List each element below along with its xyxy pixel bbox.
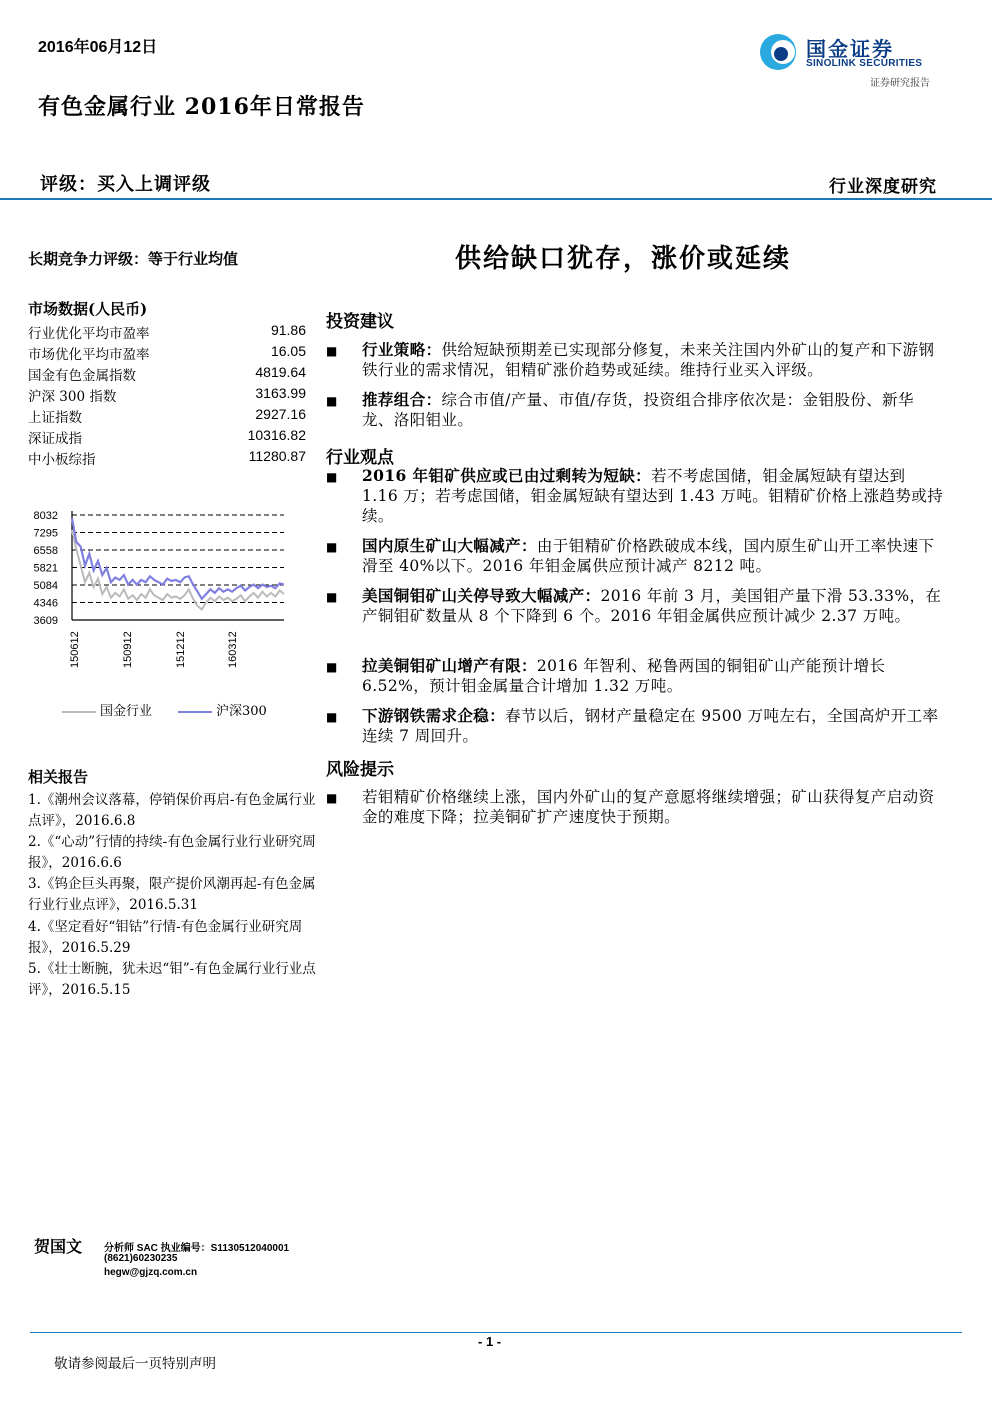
analyst-cert: 分析师 SAC 执业编号：S1130512040001 bbox=[104, 1243, 290, 1254]
market-row bbox=[28, 427, 306, 448]
market-label: 上证指数 bbox=[28, 410, 82, 426]
related-report-item: 4.《坚定看好“钼钴”行情-有色金属行业研究周报》，2016.5.29 bbox=[28, 919, 303, 956]
paragraph-lead: 推荐组合： bbox=[362, 390, 442, 409]
bullet-icon: ■ bbox=[326, 791, 338, 805]
headline: 供给缺口犹存，涨价或延续 bbox=[455, 244, 792, 274]
market-row bbox=[28, 448, 306, 469]
bullet-icon: ■ bbox=[326, 540, 338, 554]
section-title-views: 行业观点 bbox=[326, 448, 394, 468]
x-tick-label: 151212 bbox=[175, 631, 187, 668]
analyst-name: 贺国文 bbox=[34, 1237, 83, 1256]
related-report-item: 3.《钨企巨头再聚，限产提价风潮再起-有色金属行业行业点评》，2016.5.31 bbox=[28, 876, 316, 913]
series-line-1 bbox=[72, 518, 284, 599]
paragraph-latam bbox=[362, 656, 944, 696]
market-label: 行业优化平均市盈率 bbox=[28, 326, 150, 342]
legend-swatch-blue bbox=[178, 711, 212, 713]
paragraph-body: 2016 年智利、秘鲁两国的铜钼矿山产能预计增长 6.52%，预计钼金属量合计增加 1.32 万吨。 bbox=[362, 657, 886, 695]
market-row bbox=[28, 364, 306, 385]
paragraph-body: 综合市值/产量、市值/存货，投资组合排序依次是：金钼股份、新华龙、洛阳钼业。 bbox=[362, 391, 914, 429]
bullet-icon: ■ bbox=[326, 710, 338, 724]
x-tick-label: 150612 bbox=[69, 631, 81, 668]
paragraph-supply-shortage bbox=[362, 466, 944, 526]
legend-label: 国金行业 bbox=[100, 704, 153, 719]
analyst-email[interactable]: hegw@gjzq.com.cn bbox=[104, 1267, 198, 1278]
paragraph-us-mines bbox=[362, 586, 944, 626]
section-title-risk: 风险提示 bbox=[326, 760, 394, 780]
market-label: 中小板综指 bbox=[28, 452, 96, 468]
series-line-0 bbox=[72, 530, 284, 610]
logo-text-cn: 国金证券 bbox=[806, 39, 894, 61]
market-row bbox=[28, 343, 306, 364]
paragraph-domestic-cut bbox=[362, 536, 944, 576]
bullet-icon: ■ bbox=[326, 470, 338, 484]
logo-text-en: SINOLINK SECURITIES bbox=[806, 58, 923, 69]
related-report-item: 5.《壮士断腕，犹未迟“钼”-有色金属行业行业点评》，2016.5.15 bbox=[28, 961, 316, 998]
related-report-item: 2.《“心动”行情的持续-有色金属行业行业研究周报》，2016.6.6 bbox=[28, 834, 316, 871]
paragraph-body: 供给短缺预期差已实现部分修复，未来关注国内外矿山的复产和下游钢铁行业的需求情况，钼精矿涨价趋势或延续。维持行业买入评级。 bbox=[362, 341, 935, 379]
market-value: 3163.99 bbox=[255, 385, 306, 401]
market-row bbox=[28, 322, 306, 343]
legend-label: 沪深300 bbox=[216, 704, 267, 719]
y-tick-label: 6558 bbox=[33, 545, 58, 557]
paragraph-lead: 国内原生矿山大幅减产： bbox=[362, 536, 537, 555]
paragraph-body: 若钼精矿价格继续上涨，国内外矿山的复产意愿将继续增强；矿山获得复产启动资金的难度下降；拉美铜矿扩产速度快于预期。 bbox=[362, 788, 935, 826]
legend-swatch-gray bbox=[62, 711, 96, 713]
paragraph-lead: 拉美铜钼矿山增产有限： bbox=[362, 656, 537, 675]
bullet-icon: ■ bbox=[326, 590, 338, 604]
market-value: 91.86 bbox=[270, 322, 306, 338]
bullet-icon: ■ bbox=[326, 660, 338, 674]
market-row bbox=[28, 385, 306, 406]
market-data-title: 市场数据(人民币) bbox=[28, 300, 148, 318]
market-value: 4819.64 bbox=[255, 364, 306, 380]
paragraph-lead: 行业策略： bbox=[362, 340, 442, 359]
x-tick-label: 150912 bbox=[122, 631, 134, 668]
market-label: 深证成指 bbox=[28, 431, 82, 447]
market-value: 16.05 bbox=[270, 343, 306, 359]
y-tick-label: 3609 bbox=[33, 615, 58, 627]
paragraph-risk bbox=[362, 787, 944, 827]
disclaimer: 敬请参阅最后一页特别声明 bbox=[54, 1356, 216, 1372]
page-number: - 1 - bbox=[478, 1334, 502, 1349]
related-report-item: 1.《潮州会议落幕，停销保价再启-有色金属行业点评》，2016.6.8 bbox=[28, 792, 316, 829]
related-reports-title: 相关报告 bbox=[28, 768, 89, 786]
market-value: 10316.82 bbox=[247, 427, 306, 443]
logo-subtitle: 证券研究报告 bbox=[870, 78, 930, 89]
research-type: 行业深度研究 bbox=[829, 177, 937, 197]
market-label: 沪深 300 指数 bbox=[28, 389, 117, 405]
legend-item-hs300 bbox=[178, 700, 267, 719]
section-title-investment: 投资建议 bbox=[326, 312, 394, 332]
paragraph-body: 由于钼精矿价格跌破成本线，国内原生矿山开工率快速下滑至 40%以下。2016 年钼金属供应预计减产 8212 吨。 bbox=[362, 537, 935, 575]
paragraph-portfolio bbox=[362, 390, 944, 430]
market-label: 市场优化平均市盈率 bbox=[28, 347, 150, 363]
y-tick-label: 5821 bbox=[33, 562, 58, 575]
paragraph-body: 若不考虑国储，钼金属短缺有望达到 1.16 万；若考虑国储，钼金属短缺有望达到 1.43 万吨。钼精矿价格上涨趋势或持续。 bbox=[362, 467, 944, 525]
analyst-phone: (8621)60230235 bbox=[104, 1253, 178, 1264]
y-tick-label: 4346 bbox=[33, 597, 58, 610]
x-tick-label: 160312 bbox=[227, 631, 239, 668]
paragraph-body: 春节以后，钢材产量稳定在 9500 万吨左右，全国高炉开工率连续 7 周回升。 bbox=[362, 707, 939, 745]
bullet-icon: ■ bbox=[326, 394, 338, 408]
y-tick-label: 5084 bbox=[33, 580, 58, 592]
bullet-icon: ■ bbox=[326, 344, 338, 358]
y-tick-label: 8032 bbox=[33, 510, 58, 522]
y-tick-label: 7295 bbox=[33, 527, 58, 540]
market-value: 2927.16 bbox=[255, 406, 306, 422]
rating: 评级：买入上调评级 bbox=[40, 174, 211, 195]
paragraph-lead: 美国铜钼矿山关停导致大幅减产： bbox=[362, 586, 601, 605]
legend-item-guojin bbox=[62, 700, 152, 719]
report-date: 2016年06月12日 bbox=[38, 39, 158, 56]
paragraph-industry-strategy bbox=[362, 340, 944, 380]
competitiveness-rating: 长期竞争力评级：等于行业均值 bbox=[28, 250, 239, 268]
paragraph-lead: 2016 年钼矿供应或已由过剩转为短缺： bbox=[362, 466, 652, 485]
index-chart bbox=[28, 495, 298, 685]
paragraph-body: 2016 年前 3 月，美国钼产量下滑 53.33%，在产铜钼矿数量从 8 个下降到 6 个。2016 年钼金属供应预计减少 2.37 万吨。 bbox=[362, 587, 942, 625]
paragraph-lead: 下游钢铁需求企稳： bbox=[362, 706, 506, 725]
market-value: 11280.87 bbox=[248, 448, 306, 464]
market-row bbox=[28, 406, 306, 427]
report-title: 有色金属行业 2016年日常报告 bbox=[38, 94, 365, 120]
paragraph-steel-demand bbox=[362, 706, 944, 746]
footer-divider bbox=[30, 1332, 962, 1333]
market-label: 国金有色金属指数 bbox=[28, 368, 136, 384]
header-divider bbox=[0, 198, 992, 200]
